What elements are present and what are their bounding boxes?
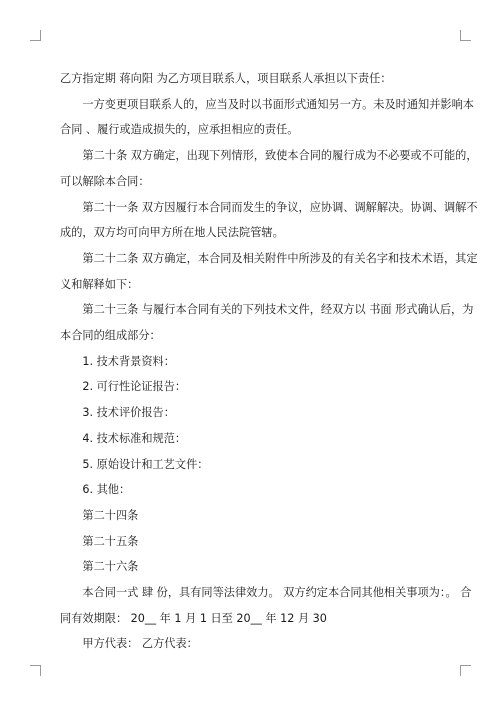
crop-mark-top-left xyxy=(30,30,41,41)
line-article-21-2: 成的，双方均可向甲方所在地人民法院管辖。 xyxy=(60,226,284,240)
list-item-1: 1. 技术背景资料： xyxy=(82,354,175,368)
line-liaison-change-1: 一方变更项目联系人的，应当及时以书面形式通知另一方。未及时通知并影响本 xyxy=(82,97,474,111)
crop-mark-top-right xyxy=(460,30,471,41)
line-article-22-2: 义和解释如下： xyxy=(60,277,139,291)
line-article-22-1: 第二十二条 双方确定，本合同及相关附件中所涉及的有关名字和技术术语，其定 xyxy=(82,251,478,265)
line-article-20-1: 第二十条 双方确定，出现下列情形，致使本合同的履行成为不必要或不可能的， xyxy=(82,149,478,163)
line-article-21-1: 第二十一条 双方因履行本合同而发生的争议，应协调、调解解决。协调、调解不 xyxy=(82,200,478,214)
line-article-26: 第二十六条 xyxy=(82,560,139,574)
line-article-24: 第二十四条 xyxy=(82,508,139,522)
line-article-23-2: 本合同的组成部分： xyxy=(60,329,161,343)
list-item-2: 2. 可行性论证报告： xyxy=(82,380,187,394)
list-item-5: 5. 原始设计和工艺文件： xyxy=(82,457,209,471)
line-signatories: 甲方代表： 乙方代表： xyxy=(82,637,198,651)
document-body xyxy=(60,66,478,657)
line-copies-2: 同有效期限： 20__ 年 1 月 1 日至 20__ 年 12 月 30 xyxy=(60,611,327,625)
list-item-3: 3. 技术评价报告： xyxy=(82,406,175,420)
line-liaison-change-2: 合同 、履行或造成损失的，应承担相应的责任。 xyxy=(60,123,299,137)
line-copies-1: 本合同一式 肆 份，具有同等法律效力。 双方约定本合同其他相关事项为：。 合 xyxy=(82,586,472,600)
line-article-20-2: 可以解除本合同： xyxy=(60,174,150,188)
crop-mark-bottom-right xyxy=(460,665,471,676)
crop-mark-bottom-left xyxy=(30,665,41,676)
line-article-23-1: 第二十三条 与履行本合同有关的下列技术文件，经双方以 书面 形式确认后，为 xyxy=(82,303,474,317)
line-article-25: 第二十五条 xyxy=(82,534,139,548)
line-liaison-designation: 乙方指定期 蒋向阳 为乙方项目联系人，项目联系人承担以下责任： xyxy=(60,72,392,85)
list-item-4: 4. 技术标准和规范： xyxy=(82,431,187,445)
list-item-6: 6. 其他： xyxy=(82,483,131,497)
